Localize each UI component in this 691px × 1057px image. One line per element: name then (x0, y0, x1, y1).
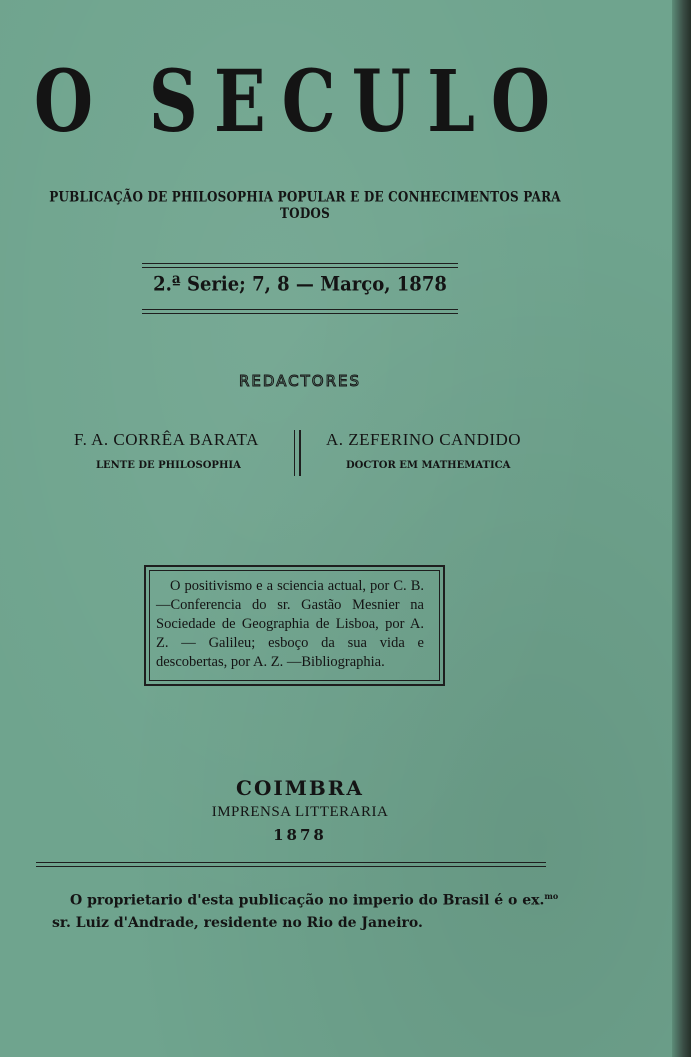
notice-line-2: sr. Luiz d'Andrade, residente no Rio de Janeiro. (52, 914, 423, 931)
contents-box (144, 565, 445, 686)
contents-body: O positivismo e a sciencia actual, por C. B.—Conferencia do sr. Gastão Mesnier na Sociedade de Geographia de Lisboa, por A. Z. — Galileu; esboço da sua vida e descobertas, por A. Z. —Bibliographia. (156, 578, 424, 670)
imprint-city: COIMBRA (236, 776, 364, 800)
contents-text (156, 577, 424, 672)
divider-top-2 (142, 267, 458, 268)
editor-right-role: DOCTOR EM MATHEMATICA (346, 460, 511, 471)
series-issue-line: 2.ª Serie; 7, 8 — Março, 1878 (153, 272, 447, 297)
divider-bottom-1 (142, 309, 458, 310)
divider-bottom-2 (142, 313, 458, 314)
editor-left-name: F. A. CORRÊA BARATA (74, 430, 259, 449)
editor-left-role: LENTE DE PHILOSOPHIA (96, 460, 241, 471)
notice-line-1: O proprietario d'esta publicação no imperio do Brasil é o ex. (70, 892, 545, 909)
divider-notice-2 (36, 866, 546, 867)
imprint-press: IMPRENSA LITTERARIA (211, 804, 389, 820)
editors-heading: REDACTORES (238, 372, 362, 390)
ownership-notice (52, 885, 562, 934)
journal-title: O SECULO (33, 52, 567, 152)
editor-right-name: A. ZEFERINO CANDIDO (326, 430, 522, 449)
divider-top-1 (142, 263, 458, 264)
divider-notice-1 (36, 862, 546, 863)
journal-subtitle: PUBLICAÇÃO DE PHILOSOPHIA POPULAR E DE CONHECIMENTOS PARA TODOS (49, 188, 561, 222)
imprint-year: 1878 (273, 826, 327, 844)
notice-superscript: mo (544, 891, 559, 901)
page-edge-shadow (672, 0, 691, 1057)
editors-separator (294, 430, 301, 476)
